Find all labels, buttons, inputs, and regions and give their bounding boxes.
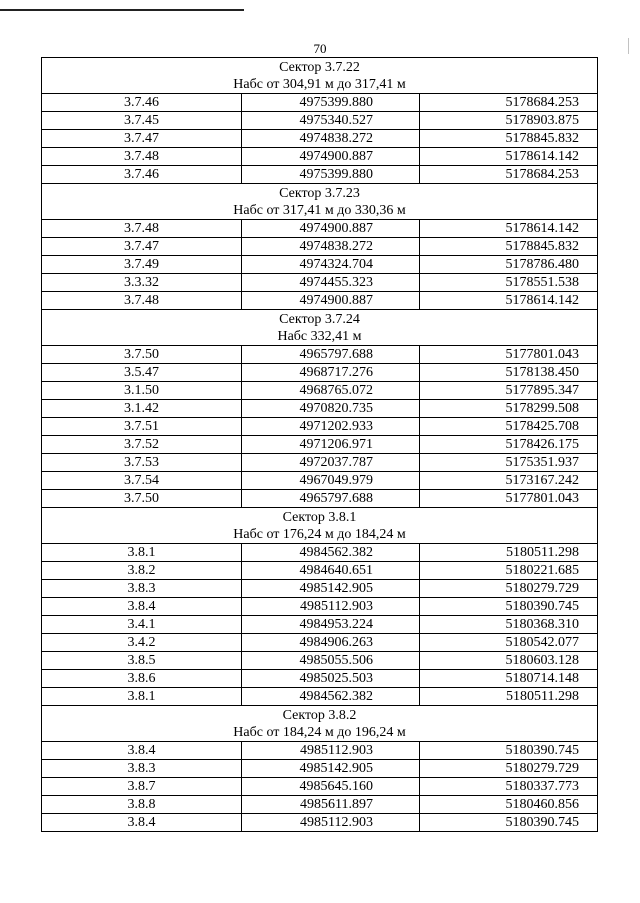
x-coordinate-cell: 4974455.323 — [242, 274, 420, 292]
point-id-cell: 3.7.49 — [42, 256, 242, 274]
y-coordinate-cell: 5180390.745 — [420, 814, 598, 832]
sector-header-row — [42, 310, 598, 346]
table-row — [42, 238, 598, 256]
point-id-cell: 3.7.50 — [42, 490, 242, 508]
y-coordinate-cell: 5180337.773 — [420, 778, 598, 796]
x-coordinate-cell: 4975399.880 — [242, 94, 420, 112]
table-row — [42, 634, 598, 652]
table-row — [42, 346, 598, 364]
sector-height-range: Набс от 304,91 м до 317,41 м — [233, 76, 406, 92]
y-coordinate-cell: 5180279.729 — [420, 580, 598, 598]
sector-header-cell — [42, 58, 598, 94]
sector-header-row — [42, 508, 598, 544]
sector-height-range: Набс 332,41 м — [277, 328, 362, 344]
x-coordinate-cell: 4985611.897 — [242, 796, 420, 814]
y-coordinate-cell: 5178426.175 — [420, 436, 598, 454]
point-id-cell: 3.7.51 — [42, 418, 242, 436]
x-coordinate-cell: 4985112.903 — [242, 598, 420, 616]
sector-header-cell — [42, 184, 598, 220]
y-coordinate-cell: 5178614.142 — [420, 220, 598, 238]
x-coordinate-cell: 4975340.527 — [242, 112, 420, 130]
y-coordinate-cell: 5180511.298 — [420, 544, 598, 562]
y-coordinate-cell: 5178845.832 — [420, 130, 598, 148]
point-id-cell: 3.8.3 — [42, 760, 242, 778]
point-id-cell: 3.5.47 — [42, 364, 242, 382]
x-coordinate-cell: 4968765.072 — [242, 382, 420, 400]
point-id-cell: 3.8.1 — [42, 688, 242, 706]
y-coordinate-cell: 5178684.253 — [420, 94, 598, 112]
point-id-cell: 3.8.5 — [42, 652, 242, 670]
point-id-cell: 3.1.42 — [42, 400, 242, 418]
x-coordinate-cell: 4985055.506 — [242, 652, 420, 670]
table-row — [42, 148, 598, 166]
x-coordinate-cell: 4972037.787 — [242, 454, 420, 472]
point-id-cell: 3.7.48 — [42, 292, 242, 310]
point-id-cell: 3.7.52 — [42, 436, 242, 454]
point-id-cell: 3.1.50 — [42, 382, 242, 400]
table-row — [42, 598, 598, 616]
x-coordinate-cell: 4985112.903 — [242, 742, 420, 760]
sector-height-range: Набс от 176,24 м до 184,24 м — [233, 526, 406, 542]
point-id-cell: 3.7.50 — [42, 346, 242, 364]
table-row — [42, 382, 598, 400]
x-coordinate-cell: 4985142.905 — [242, 760, 420, 778]
x-coordinate-cell: 4984953.224 — [242, 616, 420, 634]
y-coordinate-cell: 5180390.745 — [420, 598, 598, 616]
y-coordinate-cell: 5178551.538 — [420, 274, 598, 292]
y-coordinate-cell: 5180460.856 — [420, 796, 598, 814]
point-id-cell: 3.7.45 — [42, 112, 242, 130]
y-coordinate-cell: 5178614.142 — [420, 292, 598, 310]
point-id-cell: 3.8.4 — [42, 814, 242, 832]
point-id-cell: 3.8.4 — [42, 598, 242, 616]
x-coordinate-cell: 4974838.272 — [242, 238, 420, 256]
page-number: 70 — [313, 41, 327, 56]
y-coordinate-cell: 5180279.729 — [420, 760, 598, 778]
x-coordinate-cell: 4985112.903 — [242, 814, 420, 832]
table-row — [42, 760, 598, 778]
header-rule — [0, 9, 244, 11]
table-row — [42, 688, 598, 706]
table-row — [42, 562, 598, 580]
sector-title: Сектор 3.7.24 — [279, 311, 360, 327]
y-coordinate-cell: 5178845.832 — [420, 238, 598, 256]
point-id-cell: 3.7.53 — [42, 454, 242, 472]
y-coordinate-cell: 5180511.298 — [420, 688, 598, 706]
point-id-cell: 3.7.54 — [42, 472, 242, 490]
table-row — [42, 94, 598, 112]
x-coordinate-cell: 4985645.160 — [242, 778, 420, 796]
sector-title: Сектор 3.7.23 — [279, 185, 360, 201]
point-id-cell: 3.8.7 — [42, 778, 242, 796]
x-coordinate-cell: 4974324.704 — [242, 256, 420, 274]
table-row — [42, 652, 598, 670]
y-coordinate-cell: 5178684.253 — [420, 166, 598, 184]
coordinates-table-body — [42, 58, 598, 832]
sector-header-cell — [42, 508, 598, 544]
point-id-cell: 3.3.32 — [42, 274, 242, 292]
point-id-cell: 3.7.46 — [42, 166, 242, 184]
sector-title: Сектор 3.7.22 — [279, 59, 360, 75]
y-coordinate-cell: 5177801.043 — [420, 490, 598, 508]
y-coordinate-cell: 5178138.450 — [420, 364, 598, 382]
table-row — [42, 220, 598, 238]
table-row — [42, 742, 598, 760]
table-row — [42, 130, 598, 148]
x-coordinate-cell: 4985025.503 — [242, 670, 420, 688]
sector-header-row — [42, 706, 598, 742]
x-coordinate-cell: 4965797.688 — [242, 490, 420, 508]
table-row — [42, 778, 598, 796]
x-coordinate-cell: 4984906.263 — [242, 634, 420, 652]
y-coordinate-cell: 5173167.242 — [420, 472, 598, 490]
x-coordinate-cell: 4984640.651 — [242, 562, 420, 580]
table-row — [42, 418, 598, 436]
table-row — [42, 274, 598, 292]
x-coordinate-cell: 4984562.382 — [242, 544, 420, 562]
table-row — [42, 454, 598, 472]
x-coordinate-cell: 4974838.272 — [242, 130, 420, 148]
y-coordinate-cell: 5180714.148 — [420, 670, 598, 688]
x-coordinate-cell: 4974900.887 — [242, 220, 420, 238]
table-row — [42, 472, 598, 490]
point-id-cell: 3.7.46 — [42, 94, 242, 112]
y-coordinate-cell: 5177895.347 — [420, 382, 598, 400]
sector-title: Сектор 3.8.2 — [282, 707, 357, 723]
point-id-cell: 3.7.47 — [42, 130, 242, 148]
x-coordinate-cell: 4974900.887 — [242, 292, 420, 310]
table-row — [42, 670, 598, 688]
y-coordinate-cell: 5180368.310 — [420, 616, 598, 634]
y-coordinate-cell: 5180542.077 — [420, 634, 598, 652]
sector-title: Сектор 3.8.1 — [282, 509, 357, 525]
point-id-cell: 3.8.6 — [42, 670, 242, 688]
x-coordinate-cell: 4965797.688 — [242, 346, 420, 364]
table-row — [42, 256, 598, 274]
y-coordinate-cell: 5178786.480 — [420, 256, 598, 274]
point-id-cell: 3.8.8 — [42, 796, 242, 814]
sector-header-cell — [42, 706, 598, 742]
table-row — [42, 400, 598, 418]
x-coordinate-cell: 4968717.276 — [242, 364, 420, 382]
x-coordinate-cell: 4985142.905 — [242, 580, 420, 598]
x-coordinate-cell: 4970820.735 — [242, 400, 420, 418]
table-row — [42, 814, 598, 832]
x-coordinate-cell: 4971206.971 — [242, 436, 420, 454]
y-coordinate-cell: 5178903.875 — [420, 112, 598, 130]
point-id-cell: 3.8.1 — [42, 544, 242, 562]
table-row — [42, 796, 598, 814]
point-id-cell: 3.7.48 — [42, 220, 242, 238]
point-id-cell: 3.4.1 — [42, 616, 242, 634]
table-row — [42, 112, 598, 130]
y-coordinate-cell: 5178299.508 — [420, 400, 598, 418]
point-id-cell: 3.8.3 — [42, 580, 242, 598]
point-id-cell: 3.7.47 — [42, 238, 242, 256]
table-row — [42, 292, 598, 310]
table-row — [42, 580, 598, 598]
sector-height-range: Набс от 184,24 м до 196,24 м — [233, 724, 406, 740]
sector-header-cell — [42, 310, 598, 346]
table-row — [42, 436, 598, 454]
y-coordinate-cell: 5180221.685 — [420, 562, 598, 580]
y-coordinate-cell: 5175351.937 — [420, 454, 598, 472]
x-coordinate-cell: 4984562.382 — [242, 688, 420, 706]
point-id-cell: 3.4.2 — [42, 634, 242, 652]
point-id-cell: 3.8.2 — [42, 562, 242, 580]
y-coordinate-cell: 5180390.745 — [420, 742, 598, 760]
sector-height-range: Набс от 317,41 м до 330,36 м — [233, 202, 406, 218]
table-row — [42, 490, 598, 508]
coordinates-table — [41, 57, 598, 832]
y-coordinate-cell: 5178425.708 — [420, 418, 598, 436]
point-id-cell: 3.7.48 — [42, 148, 242, 166]
table-row — [42, 166, 598, 184]
x-coordinate-cell: 4971202.933 — [242, 418, 420, 436]
x-coordinate-cell: 4967049.979 — [242, 472, 420, 490]
sector-header-row — [42, 58, 598, 94]
table-row — [42, 544, 598, 562]
x-coordinate-cell: 4974900.887 — [242, 148, 420, 166]
table-row — [42, 364, 598, 382]
point-id-cell: 3.8.4 — [42, 742, 242, 760]
y-coordinate-cell: 5178614.142 — [420, 148, 598, 166]
y-coordinate-cell: 5180603.128 — [420, 652, 598, 670]
table-row — [42, 616, 598, 634]
sector-header-row — [42, 184, 598, 220]
x-coordinate-cell: 4975399.880 — [242, 166, 420, 184]
y-coordinate-cell: 5177801.043 — [420, 346, 598, 364]
